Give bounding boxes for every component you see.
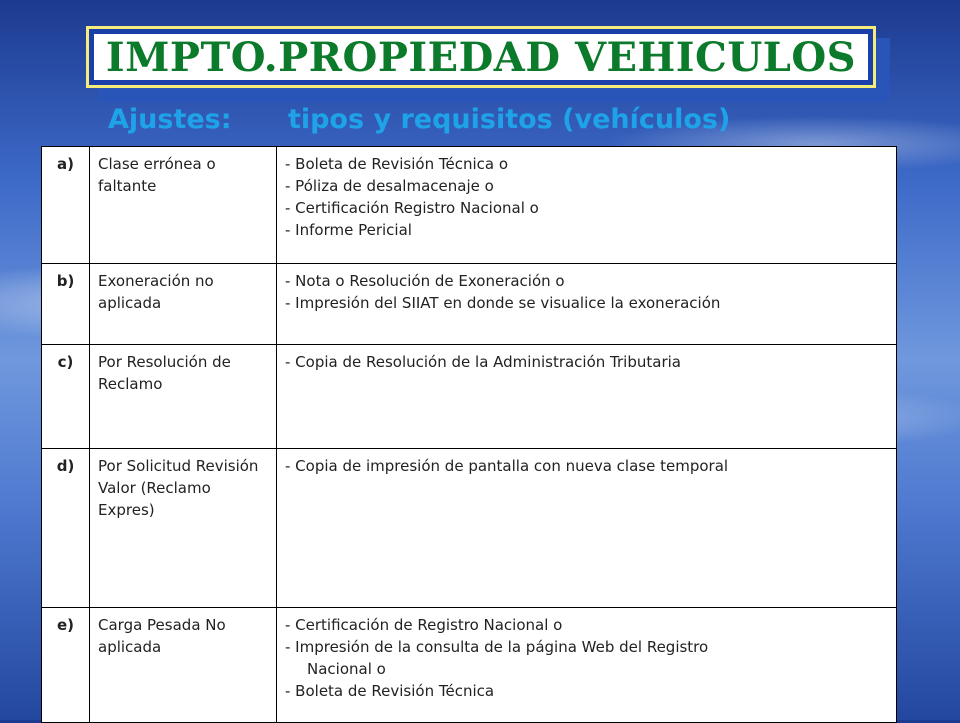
requirement-line: - Certificación Registro Nacional o — [285, 199, 539, 217]
row-requirements — [277, 449, 897, 608]
row-requirements — [277, 147, 897, 264]
table-row — [42, 608, 897, 723]
table-row — [42, 264, 897, 345]
row-type: Por Resolución de Reclamo — [90, 345, 277, 449]
requirement-line: - Boleta de Revisión Técnica — [285, 682, 495, 700]
subtitle-right: tipos y requisitos (vehículos) — [287, 104, 731, 135]
subtitle — [108, 104, 730, 135]
row-requirements — [277, 608, 897, 723]
requirement-line: - Póliza de desalmacenaje o — [285, 177, 494, 195]
requirement-line: - Copia de impresión de pantalla con nueva clase temporal — [285, 457, 729, 475]
table-row — [42, 345, 897, 449]
title-banner — [86, 26, 876, 88]
requirement-line: - Impresión de la consulta de la página Web del Registro — [285, 638, 709, 656]
requirement-line: - Copia de Resolución de la Administración Tributaria — [285, 353, 681, 371]
row-letter: a) — [42, 147, 90, 264]
requirement-line: Nacional o — [307, 660, 386, 678]
title-banner-inner — [92, 32, 870, 82]
row-type: Carga Pesada No aplicada — [90, 608, 277, 723]
row-letter: c) — [42, 345, 90, 449]
table-row — [42, 147, 897, 264]
requirements-table — [41, 146, 897, 723]
row-letter: b) — [42, 264, 90, 345]
row-letter: d) — [42, 449, 90, 608]
subtitle-left: Ajustes: — [108, 104, 232, 135]
requirement-line: - Impresión del SIIAT en donde se visualice la exoneración — [285, 294, 721, 312]
requirement-line: - Certificación de Registro Nacional o — [285, 616, 563, 634]
row-requirements — [277, 345, 897, 449]
requirement-line: - Nota o Resolución de Exoneración o — [285, 272, 565, 290]
page-title: IMPTO.PROPIEDAD VEHICULOS — [105, 33, 857, 81]
requirement-line: - Boleta de Revisión Técnica o — [285, 155, 509, 173]
row-requirements — [277, 264, 897, 345]
row-type: Clase errónea o faltante — [90, 147, 277, 264]
row-type: Exoneración no aplicada — [90, 264, 277, 345]
row-letter: e) — [42, 608, 90, 723]
table-row — [42, 449, 897, 608]
row-type: Por Solicitud Revisión Valor (Reclamo Expres) — [90, 449, 277, 608]
requirement-line: - Informe Pericial — [285, 221, 412, 239]
